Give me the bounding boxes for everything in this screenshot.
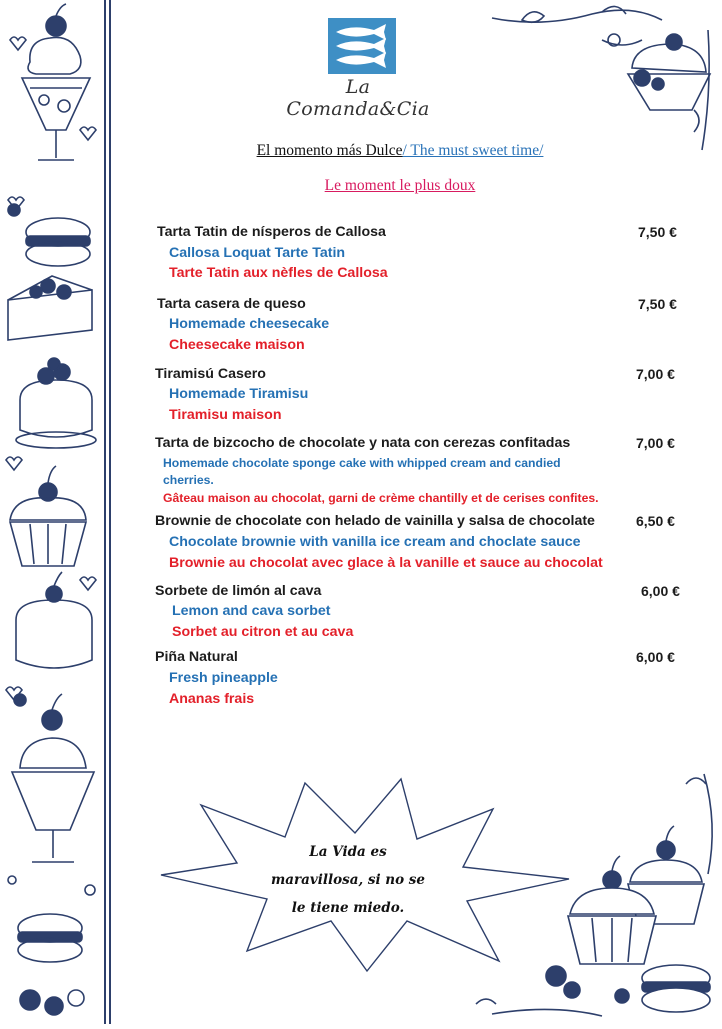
- sundae-icon: [12, 694, 94, 862]
- item-name: Tarta casera de queso: [157, 296, 306, 312]
- title-spanish: El momento más Dulce: [256, 142, 403, 159]
- item-price: 6,00 €: [636, 649, 675, 665]
- item-price: 6,50 €: [636, 513, 675, 529]
- dessert-drawings: [0, 0, 104, 1024]
- item-name: Tarta Tatin de nísperos de Callosa: [157, 224, 386, 240]
- quote-line: maravillosa, si no se: [270, 872, 425, 888]
- border-line: [109, 0, 111, 1024]
- item-name: Tarta de bizcocho de chocolate y nata con cerezas confitadas: [155, 435, 571, 451]
- item-price: 7,50 €: [638, 296, 677, 312]
- pudding-icon: [16, 358, 96, 448]
- berries-icon: [20, 990, 84, 1015]
- cupcake-icon: [10, 466, 86, 566]
- bottom-right-cupcake-illustration: [472, 764, 722, 1024]
- item-price: 7,00 €: [636, 435, 675, 451]
- item-name: Piña Natural: [155, 649, 238, 665]
- quote-line: La Vida es: [309, 844, 387, 860]
- logo-text: La Comanda&Cia: [286, 76, 430, 120]
- item-english: Homemade chocolate sponge cake with whipped cream and candied: [163, 456, 561, 470]
- item-english: Lemon and cava sorbet: [172, 603, 331, 619]
- item-french: Brownie au chocolat avec glace à la vanille et sauce au chocolat: [169, 555, 603, 571]
- border-line: [104, 0, 106, 1024]
- macaron-icon: [18, 914, 82, 962]
- item-english: Fresh pineapple: [169, 670, 278, 686]
- item-name: Brownie de chocolate con helado de vainilla y salsa de chocolate: [155, 513, 595, 529]
- top-right-corner-ornament: [482, 0, 722, 160]
- item-english: Homemade cheesecake: [169, 316, 330, 332]
- item-english: Homemade Tiramisu: [169, 386, 309, 402]
- item-english: Chocolate brownie with vanilla ice cream and choclate sauce: [169, 534, 581, 550]
- item-name: Sorbete de limón al cava: [155, 583, 322, 599]
- item-french: Sorbet au citron et au cava: [172, 624, 354, 640]
- item-french: Tiramisu maison: [169, 407, 282, 423]
- quote-line: le tiene miedo.: [291, 900, 405, 916]
- cake-icon: [16, 572, 92, 668]
- item-french: Gâteau maison au chocolat, garni de crème chantilly et de cerises confites.: [163, 491, 599, 505]
- item-french: Cheesecake maison: [169, 337, 305, 353]
- item-price: 7,00 €: [636, 366, 675, 382]
- title-french: Le moment le plus doux: [324, 177, 476, 194]
- item-price: 6,00 €: [641, 583, 680, 599]
- item-english-continued: cherries.: [163, 473, 214, 487]
- fish-icon: [328, 18, 396, 74]
- quote-text: [258, 838, 438, 922]
- macaron-icon: [26, 218, 90, 266]
- item-french: Ananas frais: [169, 691, 255, 707]
- restaurant-logo: [278, 16, 438, 120]
- item-english: Callosa Loquat Tarte Tatin: [169, 245, 346, 261]
- item-price: 7,50 €: [638, 224, 677, 240]
- item-french: Tarte Tatin aux nèfles de Callosa: [169, 265, 388, 281]
- sundae-icon: [22, 4, 90, 160]
- menu-title: [150, 142, 650, 160]
- title-english: / The must sweet time/: [402, 142, 544, 159]
- left-dessert-illustration-strip: [0, 0, 112, 1024]
- tart-slice-icon: [8, 276, 92, 340]
- item-name: Tiramisú Casero: [155, 366, 266, 382]
